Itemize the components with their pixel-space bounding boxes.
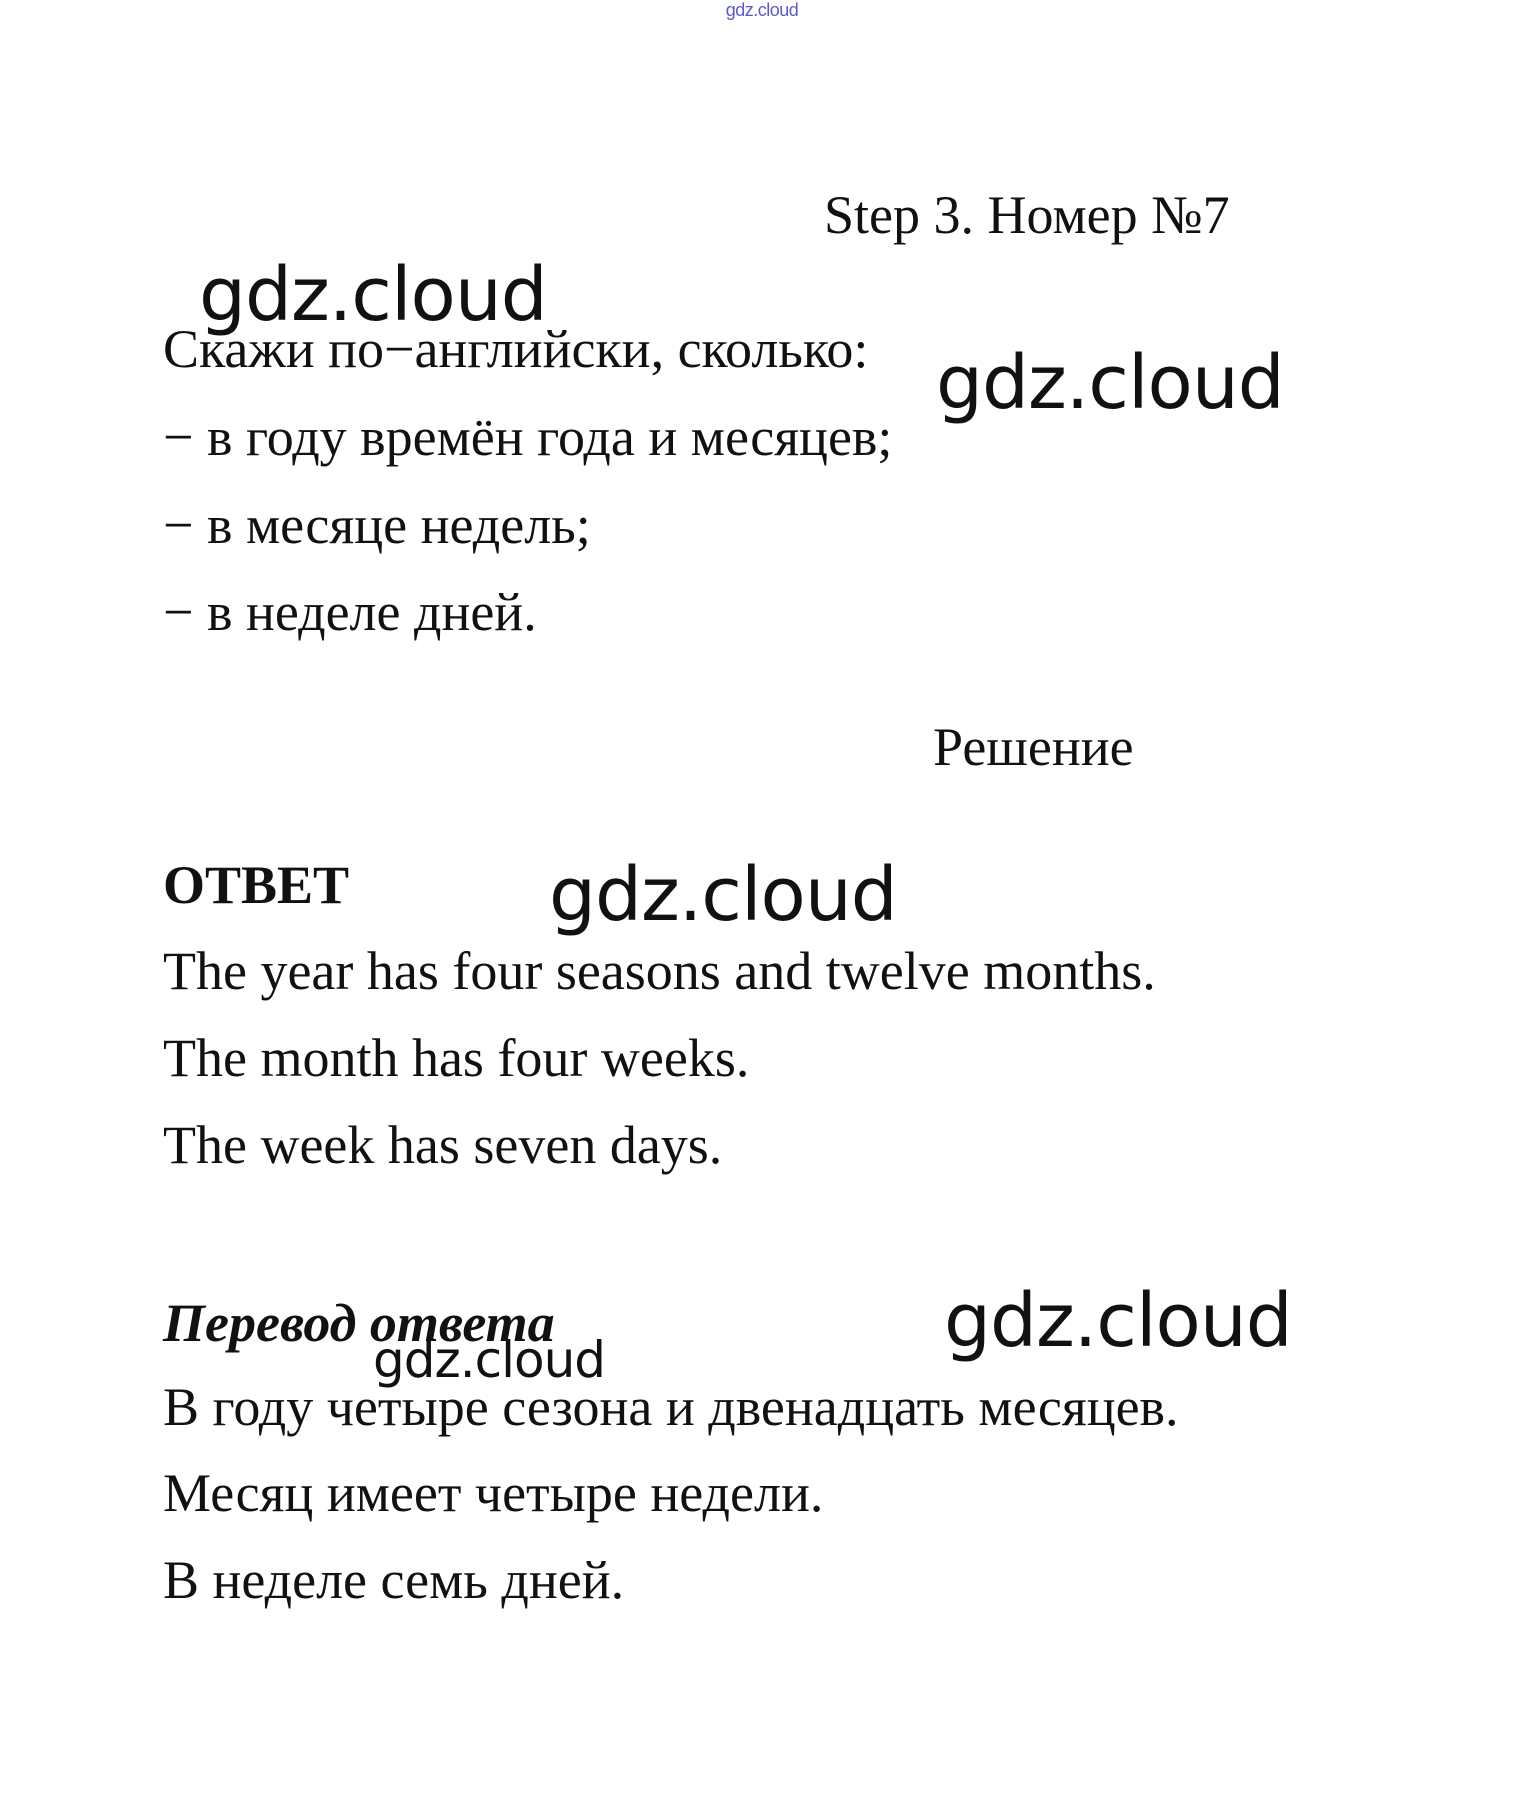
answer-label: ОТВЕТ — [163, 855, 350, 915]
watermark-4: gdz.cloud — [944, 1278, 1292, 1364]
answer-line-3: The week has seven days. — [163, 1115, 723, 1175]
translation-line-3: В неделе семь дней. — [163, 1550, 625, 1610]
solution-label: Решение — [933, 717, 1134, 777]
task-item-1: − в году времён года и месяцев; — [163, 407, 893, 467]
top-watermark: gdz.cloud — [725, 0, 799, 20]
watermark-1: gdz.cloud — [199, 252, 547, 338]
task-item-3: − в неделе дней. — [163, 582, 537, 642]
watermark-5: gdz.cloud — [373, 1331, 606, 1389]
translation-line-1: В году четыре сезона и двенадцать месяцев. — [163, 1377, 1179, 1437]
translation-label: Перевод ответа — [163, 1293, 555, 1353]
translation-line-2: Месяц имеет четыре недели. — [163, 1463, 824, 1523]
watermark-2: gdz.cloud — [936, 340, 1284, 426]
task-item-2: − в месяце недель; — [163, 495, 591, 555]
task-intro: Скажи по−английски, сколько: — [163, 319, 869, 379]
answer-line-1: The year has four seasons and twelve months. — [163, 941, 1156, 1001]
page-title: Step 3. Номер №7 — [824, 185, 1230, 245]
answer-line-2: The month has four weeks. — [163, 1028, 750, 1088]
watermark-3: gdz.cloud — [549, 852, 897, 938]
